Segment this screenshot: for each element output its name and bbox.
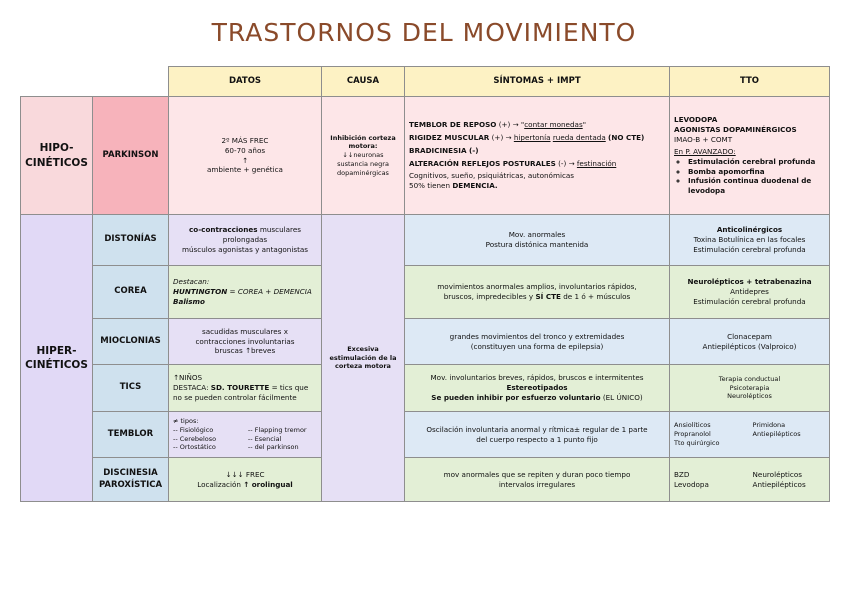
type-item: -- Cerebeloso — [173, 434, 217, 443]
types-left — [173, 426, 242, 452]
causa-line: dopaminérgicas — [337, 168, 389, 177]
datos-line: contracciones involuntarias — [195, 336, 295, 346]
sintoma-rigidez — [409, 133, 665, 143]
datos-line: ↓↓↓ FREC — [225, 469, 265, 479]
parkinson-causa — [322, 97, 405, 215]
text: HUNTINGTON — [173, 287, 228, 297]
sint-line: (constituyen una forma de epilepsia) — [470, 341, 604, 351]
tto-line: Toxina Botulínica en las focales — [693, 235, 806, 245]
tics-tto — [670, 365, 830, 412]
text: (EL ÚNICO) — [600, 392, 643, 402]
sintoma-alteracion — [409, 159, 665, 169]
tto-line: Psicoterapia — [729, 383, 770, 392]
datos-line: ≠ tipos: — [173, 416, 199, 425]
corea-tto — [670, 266, 830, 319]
discinesia-tto — [670, 458, 830, 502]
mioclonias-datos — [169, 319, 322, 365]
causa-line: ↓↓neuronas — [342, 151, 384, 160]
temblor-sintomas — [405, 412, 670, 458]
row-temblor — [21, 412, 830, 458]
header-sintomas: SÍNTOMAS + IMPT — [405, 67, 670, 97]
causa-line: sustancia negra — [337, 159, 389, 168]
text: co-contracciones — [189, 225, 258, 235]
datos-line: 2º MÁS FREC — [221, 136, 269, 146]
tics-datos — [169, 365, 322, 412]
text: bruscos, impredecibles y — [443, 292, 536, 301]
text: DEMENCIA. — [452, 180, 498, 190]
datos-line: ambiente + genética — [207, 165, 283, 175]
text: SD. TOURETTE — [210, 383, 270, 393]
tto-line: Primidona — [752, 421, 786, 430]
text: DESTACA: — [173, 383, 211, 393]
type-item: -- del parkinson — [247, 443, 299, 452]
text: = COREA + DEMENCIA — [227, 287, 312, 297]
sint-line: del cuerpo respecto a 1 punto fijo — [476, 434, 598, 444]
tto-line: Clonacepam — [727, 331, 772, 341]
tto-line: Ansiolíticos — [674, 421, 711, 430]
sint-line — [409, 393, 665, 403]
mioclonias-sintomas — [405, 319, 670, 365]
label: ALTERACIÓN REFLEJOS POSTURALES — [409, 158, 556, 168]
distonias-datos — [169, 215, 322, 266]
tto-avanzado: En P. AVANZADO: — [674, 147, 736, 157]
header-blank — [21, 67, 169, 97]
tto-line: Propranolol — [674, 430, 711, 439]
datos-line: músculos agonistas y antagonistas — [181, 244, 309, 254]
header-row — [21, 67, 830, 97]
datos-line: Destacan: — [173, 277, 210, 287]
distonias-sintomas — [405, 215, 670, 266]
name-discinesia: DISCINESIA PAROXÍSTICA — [93, 458, 169, 502]
sintoma-cognitivos: Cognitivos, sueño, psiquiátricas, autonómicas — [409, 171, 575, 181]
list-item: ◦ Infusión continua duodenal de levodopa — [688, 176, 825, 195]
tto-line: Anticolinérgicos — [716, 225, 783, 235]
tto-right — [753, 421, 825, 447]
type-item: -- Esencial — [247, 434, 282, 443]
sint-line: Mov. anormales — [508, 230, 566, 240]
datos-line: ↑ — [241, 155, 249, 165]
sintoma-demencia — [409, 181, 665, 191]
row-corea — [21, 266, 830, 319]
label: RIGIDEZ MUSCULAR — [409, 133, 490, 143]
name-parkinson: PARKINSON — [93, 97, 169, 215]
tto-line: Antiepilépticos — [752, 430, 801, 439]
tto-line: Neurolépticos + tetrabenazina — [687, 277, 812, 287]
text: (+) → — [489, 133, 514, 143]
page-title: TRASTORNOS DEL MOVIMIENTO — [211, 18, 637, 47]
type-item: -- Ortostático — [173, 443, 216, 452]
text: Se pueden inhibir por esfuerzo voluntario — [431, 392, 601, 402]
name-tics: TICS — [93, 365, 169, 412]
tto-columns — [674, 470, 825, 489]
row-mioclonias — [21, 319, 830, 365]
group-label: HIPER- CINÉTICOS — [25, 344, 88, 371]
row-tics — [21, 365, 830, 412]
temblor-tto — [670, 412, 830, 458]
corea-sintomas — [405, 266, 670, 319]
sint-line: Oscilación involuntaria anormal y rítmica± regular de 1 parte — [426, 424, 648, 434]
header-datos: DATOS — [169, 67, 322, 97]
sint-line — [409, 292, 665, 302]
discinesia-sintomas — [405, 458, 670, 502]
tto-right — [753, 470, 825, 489]
text: (-) → — [555, 158, 577, 168]
tto-line: Antiepilépticos — [752, 479, 806, 489]
corea-datos — [169, 266, 322, 319]
name-corea: COREA — [93, 266, 169, 319]
causa-line: Inhibición corteza motora: — [330, 133, 396, 151]
tto-line: Estimulación cerebral profunda — [693, 244, 806, 254]
sint-line: movimientos anormales amplios, involuntarios rápidos, — [437, 282, 637, 292]
list-item: ◦ Bomba apomorfina — [688, 167, 825, 177]
tto-left — [674, 470, 746, 489]
tto-columns — [674, 421, 825, 447]
tto-line: Antidepres — [730, 287, 769, 297]
text: SÍ CTE — [535, 292, 561, 301]
distonias-tto — [670, 215, 830, 266]
temblor-types — [173, 426, 317, 452]
tto-line: Levodopa — [674, 479, 709, 489]
parkinson-datos — [169, 97, 322, 215]
datos-line: sacudidas musculares x — [202, 326, 288, 336]
datos-line — [173, 287, 317, 297]
text: 50% tienen — [409, 180, 453, 190]
sint-line: mov anormales que se repiten y duran poco tiempo — [443, 469, 631, 479]
sint-line: grandes movimientos del tronco y extremidades — [449, 331, 625, 341]
text: rueda dentada — [552, 133, 606, 143]
text: hipertonía — [513, 133, 551, 143]
list-item: ◦ Estimulación cerebral profunda — [688, 157, 825, 167]
tto-line: Estimulación cerebral profunda — [693, 296, 806, 306]
name-distonias: DISTONÍAS — [93, 215, 169, 266]
text: contar monedas — [524, 120, 583, 130]
datos-line — [173, 480, 317, 490]
tto-line: Neurolépticos — [752, 469, 802, 479]
sint-line: intervalos irregulares — [498, 479, 576, 489]
text: musculares prolongadas — [222, 225, 301, 245]
datos-line: 60-70 años — [224, 145, 266, 155]
type-item: -- Fisiológico — [173, 425, 214, 434]
group-hipocineticos — [21, 97, 93, 215]
tto-left — [674, 421, 746, 447]
hiper-causa: Excesiva estimulación de la corteza motora — [322, 215, 405, 502]
header-causa: CAUSA — [322, 67, 405, 97]
datos-line: Balismo — [173, 296, 205, 306]
tto-line: IMAO-B + COMT — [674, 134, 733, 144]
temblor-datos — [169, 412, 322, 458]
datos-line: no se pueden controlar fácilmente — [173, 392, 297, 402]
text: ↑ orolingual — [243, 479, 293, 489]
parkinson-tto — [670, 97, 830, 215]
sintoma-temblor — [409, 120, 665, 130]
tto-line: Tto quirúrgico — [674, 438, 720, 447]
name-temblor: TEMBLOR — [93, 412, 169, 458]
type-item: -- Flapping tremor — [247, 425, 307, 434]
group-hipercineticos — [21, 215, 93, 502]
tto-line: Antiepilépticos (Valproico) — [702, 341, 797, 351]
tics-sintomas — [405, 365, 670, 412]
datos-line — [173, 383, 317, 393]
text: = tics que — [269, 383, 309, 393]
name-mioclonias: MIOCLONIAS — [93, 319, 169, 365]
discinesia-datos — [169, 458, 322, 502]
sintoma-bradicinesia: BRADICINESIA (-) — [409, 145, 479, 155]
tto-line: BZD — [674, 469, 690, 479]
types-right — [248, 426, 317, 452]
tto-line: Terapia conductual — [718, 374, 781, 383]
group-label: HIPO- CINÉTICOS — [25, 142, 88, 169]
header-tto: TTO — [670, 67, 830, 97]
sint-line: Postura distónica mantenida — [485, 240, 589, 249]
tto-line: Neurolépticos — [727, 392, 772, 401]
mioclonias-tto — [670, 319, 830, 365]
text: (NO CTE) — [608, 133, 645, 143]
sint-line: Mov. involuntarios breves, rápidos, bruscos e intermitentes — [430, 373, 644, 383]
datos-line — [173, 225, 317, 244]
sint-line: Estereotipados — [506, 383, 568, 393]
row-parkinson — [21, 97, 830, 215]
text: de 1 ó + músculos — [560, 292, 631, 301]
datos-line: ↑NIÑOS — [173, 373, 203, 383]
tto-line: LEVODOPA — [674, 115, 718, 125]
row-distonias — [21, 215, 830, 266]
movement-disorders-table — [20, 66, 830, 502]
parkinson-sintomas — [405, 97, 670, 215]
text: " — [582, 120, 587, 130]
text: Localización — [197, 479, 244, 489]
text: festinación — [576, 158, 617, 168]
text: (+) → " — [496, 120, 525, 130]
label: TEMBLOR DE REPOSO — [409, 120, 497, 130]
tto-list — [674, 157, 825, 196]
row-discinesia — [21, 458, 830, 502]
tto-line: AGONISTAS DOPAMINÉRGICOS — [674, 124, 797, 134]
datos-line: bruscas ↑breves — [214, 346, 276, 356]
